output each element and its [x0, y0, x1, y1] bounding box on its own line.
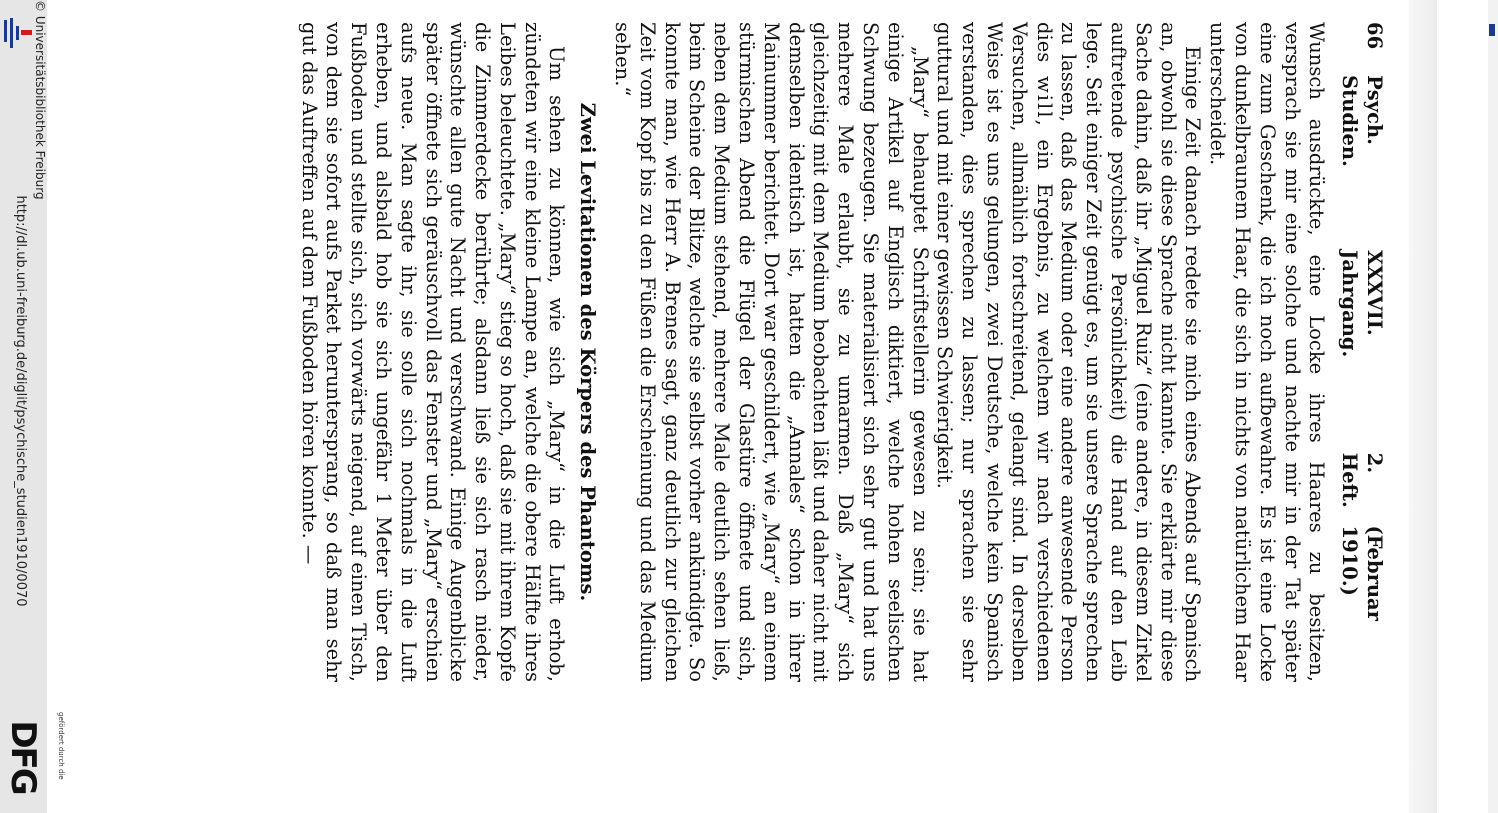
- source-url[interactable]: http://dl.ub.uni-freiburg.de/diglit/psychische_studien1910/0070: [13, 195, 28, 607]
- volume-label: XXXVII. Jahrgang.: [1338, 250, 1386, 358]
- page-header: [1336, 22, 1386, 682]
- library-credit: © Universitätsbibliothek Freiburg: [33, 0, 47, 200]
- funder-block: [0, 712, 65, 812]
- paragraph-4: Um sehen zu können, wie sich „Mary“ in die Luft erhob, zündeten wir eine kleine Lampe an, welche die obere Hälfte ihres Leibes beleuchtete. „Mary“ stieg so hoch, daß sie mit ihrem Kopfe die Zimmerdecke berührte; alsdann ließ sie sich rasch nieder, wünschte allen gute Nacht und verschwand. Einige Augenblicke später öffnete sich geräuschvoll das Fenster und „Mary“ erschien aufs neue. Man sagte ihr, sie solle sich nochmals in die Luft erheben, und alsbald hob sie sich ungefähr 1 Meter über den Fußboden und stellte sich, sich vorwärts neigend, auf einen Tisch, von dem sie sofort aufs Parket heruntersprang, so daß man sehr gut das Auftreffen auf dem Fußboden hören konnte. —: [297, 22, 569, 682]
- viewer-sidebar: [0, 0, 65, 813]
- right-border: [1488, 0, 1498, 813]
- edge-mark-icon: [1489, 24, 1495, 36]
- dfg-logo-icon: DFG: [3, 720, 43, 794]
- paragraph-3: „Mary“ behauptet Schriftstellerin gewesen zu sein; sie hat einige Artikel auf Englisch diktiert, welche hohen seelischen Schwung bezeugen. Sie materialisiert sich sehr gut und hat uns mehrere Male erlaubt, sie zu umarmen. Daß „Mary“ sich gleichzeitig mit dem Medium beobachten läßt und daher nicht mit demselben identisch ist, hatten die „Annales“ schon in ihrer Mainummer berichtet. Dort war geschildert, wie „Mary“ an einem stürmischen Abend die Flügel der Glastüre öffnete und sich, neben dem Medium stehend, mehrere Male deutlich sehen ließ, beim Scheine der Blitze, welche sie selbst vorher ankündigte. So konnte man, wie Herr A. Brenes sagt, ganz deutlich zur gleichen Zeit vom Kopf bis zu den Füßen die Erscheinung und das Medium sehen.“: [611, 22, 932, 682]
- scanned-page: [296, 22, 1386, 682]
- section-title: Zwei Levitationen des Körpers des Phantoms.: [576, 102, 600, 602]
- issue-date: (Februar 1910.): [1338, 525, 1386, 621]
- funder-tagline: gefördert durch die: [57, 712, 65, 780]
- journal-title: Psych. Studien.: [1338, 75, 1386, 167]
- emphasis-word: will: [1032, 76, 1056, 120]
- paragraph-2: Einige Zeit danach redete sie mich eines Abends auf Spanisch an, obwohl sie diese Sprache nicht kannte. Sie erklärte mir diese Sache dahin, daß ihr „Miguel Ruiz“ (eine andere, in diesem Zirkel auftretende psychische Persönlichkeit) die Hand auf den Leib lege. Seit einiger Zeit genügt es, um sie unsere Sprache sprechen zu lassen, daß das Medium oder eine andere anwesende Person dies will, ein Ergebnis, zu welchem wir nach verschiedenen Versuchen, allmählich fortschreitend, gelangt sind. In derselben Weise ist es uns gelungen, zwei Deutsche, welche kein Spanisch verstanden, dies sprechen zu lassen; nur sprachen sie sehr guttural und mit einer gewissen Schwierigkeit.: [933, 22, 1205, 682]
- paragraph-1: Wunsch ausdrückte, eine Locke ihres Haares zu besitzen, versprach sie mir eine solche und nachte mir in der Tat später eine zum Geschenk, die ich noch aufbewahre. Es ist eine Locke von dunkelbraunem Haar, die sich in nichts von natürlichem Haar unterscheidet.: [1206, 22, 1329, 682]
- page-number: 66: [1363, 22, 1386, 50]
- issue-label: 2. Heft.: [1338, 452, 1386, 508]
- page-edge: [1409, 0, 1437, 813]
